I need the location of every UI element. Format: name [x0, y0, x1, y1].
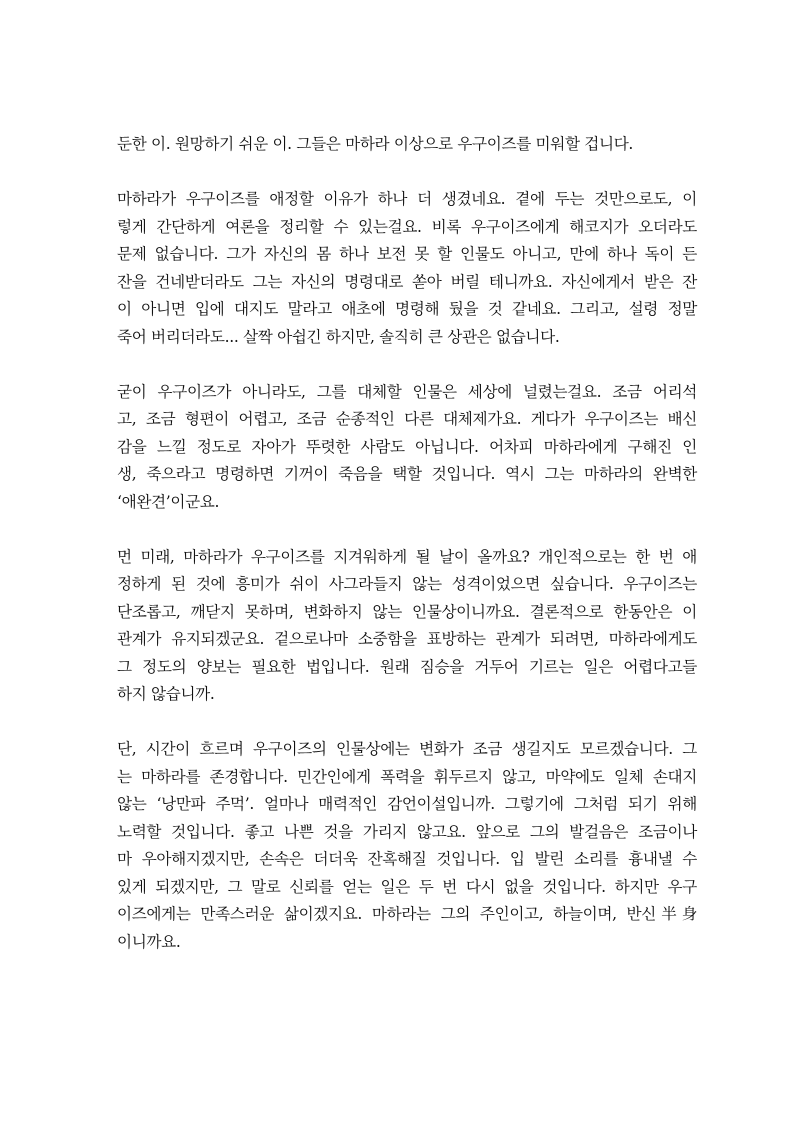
text-line: 노력할 것입니다. 좋고 나쁜 것을 가리지 않고요. 앞으로 그의 발걸음은 조금이나	[117, 822, 697, 841]
text-line: 는 마하라를 존경합니다. 민간인에게 폭력을 휘두르지 않고, 마약에도 일체 손대지	[117, 767, 697, 786]
text-line: ‘애완견’이군요.	[117, 492, 220, 511]
text-line: 마하라가 우구이즈를 애정할 이유가 하나 더 생겼네요. 곁에 두는 것만으로도, 이	[117, 190, 697, 208]
text-line: 문제 없습니다. 그가 자신의 몸 하나 보전 못 할 인물도 아니고, 만에 하나 독이 든	[117, 245, 697, 263]
paragraph-2	[117, 186, 697, 351]
text-line: 잔을 건네받더라도 그는 자신의 명령대로 쏟아 버릴 테니까요. 자신에게서 받은 잔	[117, 272, 697, 291]
text-line: 감을 느낄 정도로 자아가 뚜렷한 사람도 아닙니다. 어차피 마하라에게 구해진 인	[117, 437, 697, 456]
text-line: 않는 ‘낭만파 주먹’. 얼마나 매력적인 감언이설입니까. 그렇기에 그처럼 되기 위해	[117, 795, 697, 813]
text-line: 이즈에게는 만족스러운 삶이겠지요. 마하라는 그의 주인이고, 하늘이며, 반신半身	[117, 905, 697, 923]
text-line: 굳이 우구이즈가 아니라도, 그를 대체할 인물은 세상에 널렸는걸요. 조금 어리석	[117, 382, 697, 401]
text-line: 이 아니면 입에 대지도 말라고 애초에 명령해 뒀을 것 같네요. 그리고, 설령 정말	[117, 300, 697, 318]
text-line: 고, 조금 형편이 어렵고, 조금 순종적인 다른 대체제가요. 게다가 우구이즈는 배신	[117, 410, 697, 428]
text-line: 정하게 된 것에 흥미가 쉬이 사그라들지 않는 성격이었으면 싶습니다. 우구이즈는	[117, 575, 697, 593]
text-line: 생, 죽으라고 명령하면 기꺼이 죽음을 택할 것입니다. 역시 그는 마하라의 완벽한	[117, 465, 697, 483]
text-line: 이니까요.	[117, 932, 181, 951]
text-line: 단조롭고, 깨닫지 못하며, 변화하지 않는 인물상이니까요. 결론적으로 한동안은 이	[117, 602, 697, 621]
text-line: 하지 않습니까.	[117, 685, 215, 703]
text-line: 있게 되겠지만, 그 말로 신뢰를 얻는 일은 두 번 다시 없을 것입니다. 하지만 우구	[117, 877, 697, 896]
text-line: 마 우아해지겠지만, 손속은 더더욱 잔혹해질 것입니다. 입 발린 소리를 흉내낼 수	[117, 850, 697, 868]
document-page	[117, 131, 697, 984]
paragraph-4	[117, 544, 697, 709]
text-line: 둔한 이. 원망하기 쉬운 이. 그들은 마하라 이상으로 우구이즈를 미워할 겁니다.	[117, 135, 634, 153]
text-line: 단, 시간이 흐르며 우구이즈의 인물상에는 변화가 조금 생길지도 모르겠습니다. 그	[117, 740, 697, 758]
text-line: 죽어 버리더라도... 살짝 아쉽긴 하지만, 솔직히 큰 상관은 없습니다.	[117, 327, 560, 346]
text-line: 관계가 유지되겠군요. 겉으로나마 소중함을 표방하는 관계가 되려면, 마하라에게도	[117, 630, 697, 648]
paragraph-5	[117, 736, 697, 956]
paragraph-3	[117, 379, 697, 517]
text-line: 먼 미래, 마하라가 우구이즈를 지겨워하게 될 날이 올까요? 개인적으로는 한 번 애	[117, 547, 697, 566]
paragraph-1	[117, 131, 697, 159]
text-line: 그 정도의 양보는 필요한 법입니다. 원래 짐승을 거두어 기르는 일은 어렵다고들	[117, 657, 697, 676]
text-line: 렇게 간단하게 여론을 정리할 수 있는걸요. 비록 우구이즈에게 해코지가 오더라도	[117, 217, 697, 236]
